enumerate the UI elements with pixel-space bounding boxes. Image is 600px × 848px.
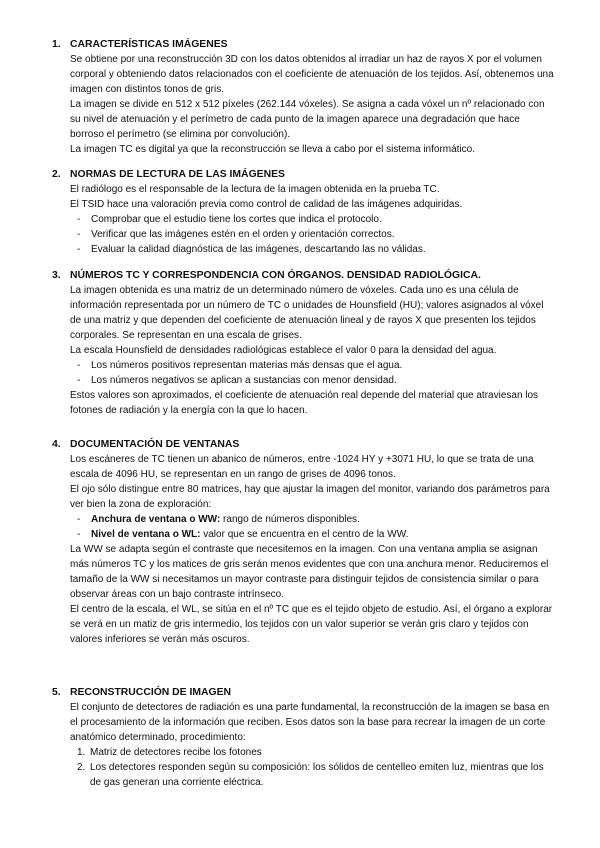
dash-marker: - [77,514,81,525]
list-item [70,512,556,527]
paragraph: La escala Hounsfield de densidades radiológicas establece el valor 0 para la densidad del agua. [70,345,497,356]
paragraph: El radiólogo es el responsable de la lectura de la imagen obtenida en la prueba TC. [70,184,440,195]
section-number: 4. [52,439,61,450]
section-normas-lectura [0,167,600,257]
section-title: CARACTERÍSTICAS IMÁGENES [70,39,228,50]
section-documentacion-ventanas [0,437,600,647]
numbered-list [70,745,556,790]
section-title: NORMAS DE LECTURA DE LAS IMÁGENES [70,169,285,180]
section-reconstruccion [0,685,600,790]
paragraph: El centro de la escala, el WL, se sitúa en el nº TC que es el tejido objeto de estudio. Así, el órgano a explorar se verá en un matiz de gris intermedio, los tejidos con un valor superior se verán gris claro y tejidos con valores inferiores se verán más oscuros. [70,604,553,645]
list-item-text: Los detectores responden según su composición: los sólidos de centelleo emiten luz, mientras que los de gas generan una corriente eléctrica. [90,762,544,788]
section-title: DOCUMENTACIÓN DE VENTANAS [70,439,240,450]
paragraph: Se obtiene por una reconstrucción 3D con los datos obtenidos al irradiar un haz de rayos X por el volumen corporal y obteniendo datos relacionados con el coeficiente de atenuación de los tejidos. Así, obtenemos una imagen con distintos tonos de gris. [70,54,554,95]
term-description: valor que se encuentra en el centro de la WW. [200,529,409,540]
dash-list [70,212,556,257]
section-caracteristicas [0,37,600,157]
paragraph: Estos valores son aproximados, el coeficiente de atenuación real depende del material que atraviesan los fotones de radiación y la energía con la que lo hacen. [70,390,539,416]
section-title: NÚMEROS TC Y CORRESPONDENCIA CON ÓRGANOS. DENSIDAD RADIOLÓGICA. [70,270,481,281]
list-item [70,358,556,373]
list-item-text: Comprobar que el estudio tiene los cortes que indica el protocolo. [91,214,382,225]
section-title: RECONSTRUCCIÓN DE IMAGEN [70,687,232,698]
paragraph: La imagen TC es digital ya que la reconstrucción se lleva a cabo por el sistema informático. [70,144,476,155]
list-item [70,227,556,242]
list-item-text: Los números negativos se aplican a sustancias con menor densidad. [91,375,397,386]
list-item-text: Matriz de detectores recibe los fotones [90,747,262,758]
list-item-text: Verificar que las imágenes estén en el orden y orientación correctos. [91,229,395,240]
section-number: 2. [52,169,61,180]
paragraph: La imagen se divide en 512 x 512 píxeles (262.144 vóxeles). Se asigna a cada vóxel un nº relacionado con su nivel de atenuación y el perímetro de cada punto de la imagen aparece una degradación que hace borroso el perímetro (se elimina por convolución). [70,99,545,140]
section-numeros-tc [0,268,600,418]
section-number: 1. [52,39,61,50]
list-item [70,745,556,760]
list-item [70,212,556,227]
dash-marker: - [77,229,81,240]
list-item-text: Los números positivos representan materias más densas que el agua. [91,360,403,371]
list-item [70,527,556,542]
section-number: 3. [52,270,61,281]
list-item [70,760,556,790]
term: Nivel de ventana o WL: [91,529,201,540]
paragraph: El TSID hace una valoración previa como control de calidad de las imágenes adquiridas. [70,199,463,210]
paragraph: La WW se adapta según el contraste que necesitemos en la imagen. Con una ventana amplia se asignan más números TC y los matices de gris serán menos evidentes que con una anchura menor. Reduciremos el tamaño de la WW si necesitamos un mayor contraste para distinguir tejidos de consistencia similar o para observar áreas con un bajo contraste intrínseco. [70,544,549,600]
list-number: 1. [77,747,86,758]
list-item [70,242,556,257]
dash-marker: - [77,244,81,255]
term-description: rango de números disponibles. [220,514,360,525]
paragraph: Los escáneres de TC tienen un abanico de números, entre -1024 HY y +3071 HU, lo que se trata de una escala de 4096 HU, se representan en un rango de grises de 4096 tonos. [70,454,534,480]
term: Anchura de ventana o WW: [91,514,221,525]
list-item-text: Evaluar la calidad diagnóstica de las imágenes, descartando las no válidas. [91,244,426,255]
list-item [70,373,556,388]
dash-marker: - [77,360,81,371]
dash-marker: - [77,214,81,225]
paragraph: La imagen obtenida es una matriz de un determinado número de vóxeles. Cada uno es una célula de información representada por un número de TC o unidades de Hounsfield (HU); valores asignados al vóxel de una matriz y que dependen del coeficiente de atenuación lineal y de rayos X que presenten los tejidos corporales. Se representan en una escala de grises. [70,285,544,341]
dash-marker: - [77,375,81,386]
dash-list [70,512,556,542]
dash-marker: - [77,529,81,540]
paragraph: El ojo sólo distingue entre 80 matrices, hay que ajustar la imagen del monitor, variando dos parámetros para ver bien la zona de exploración: [70,484,550,510]
list-number: 2. [77,762,86,773]
section-number: 5. [52,687,61,698]
paragraph: El conjunto de detectores de radiación es una parte fundamental, la reconstrucción de la imagen se basa en el procesamiento de la información que reciben. Esos datos son la base para recrear la imagen de un corte anatómico determinado, procedimiento: [70,702,550,743]
dash-list [70,358,556,388]
